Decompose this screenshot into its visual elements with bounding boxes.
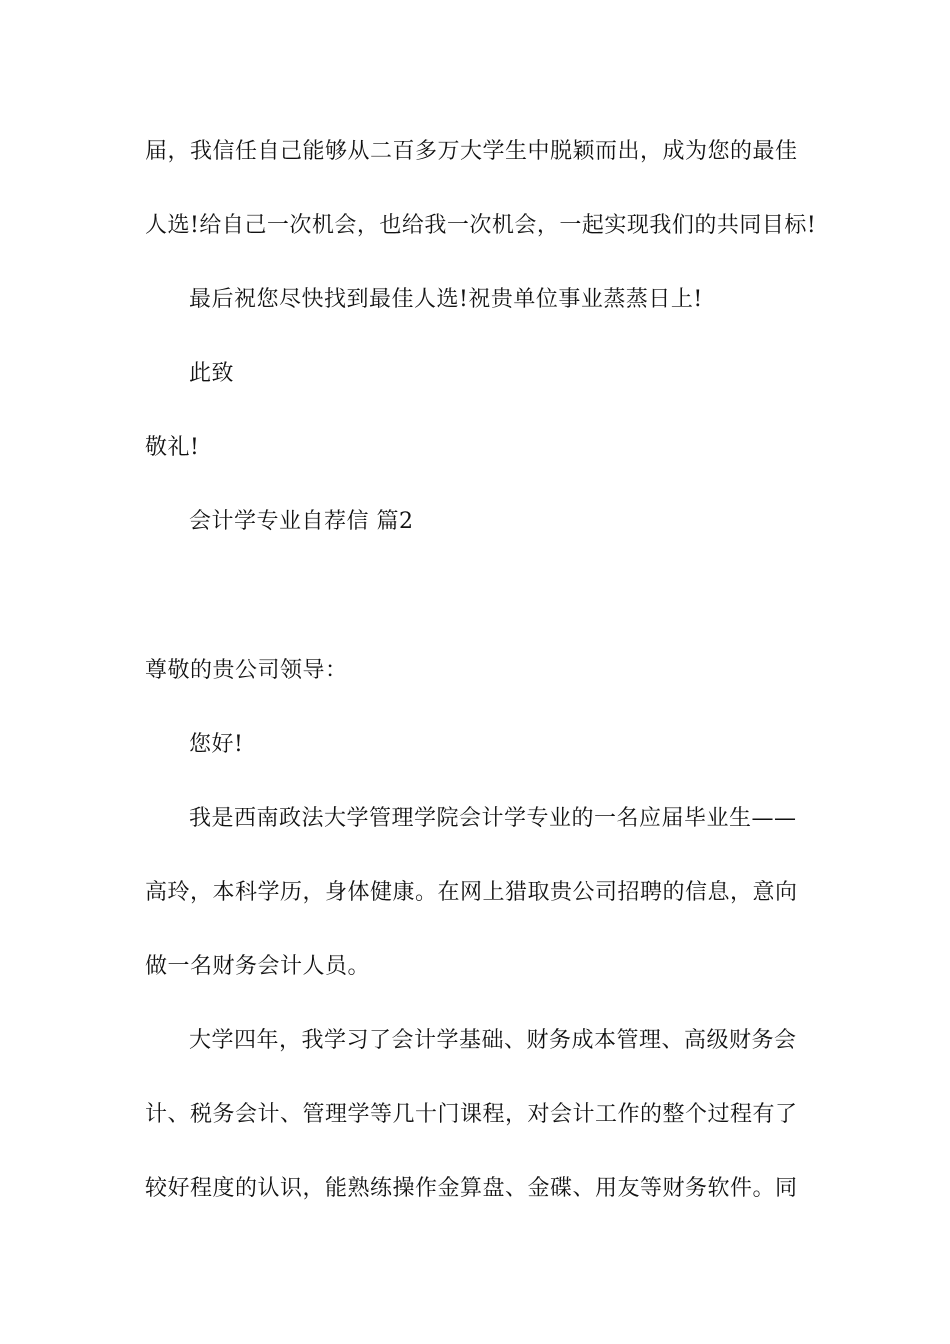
salutation-jingli: 敬礼! xyxy=(145,435,200,460)
greeting-recipient: 尊敬的贵公司领导： xyxy=(145,658,348,683)
paragraph-line: 大学四年，我学习了会计学基础、财务成本管理、高级财务会 xyxy=(189,1028,797,1053)
paragraph-line: 我是西南政法大学管理学院会计学专业的一名应届毕业生—— xyxy=(189,806,797,831)
section-title: 会计学专业自荐信 篇2 xyxy=(189,509,414,534)
closing-wish: 最后祝您尽快找到最佳人选!祝贵单位事业蒸蒸日上! xyxy=(189,287,703,312)
paragraph-line: 做一名财务会计人员。 xyxy=(145,954,371,979)
salutation-cizhi: 此致 xyxy=(189,361,235,386)
paragraph-line: 计、税务会计、管理学等几十门课程，对会计工作的整个过程有了 xyxy=(145,1102,798,1127)
paragraph-line: 较好程度的认识，能熟练操作金算盘、金碟、用友等财务软件。同 xyxy=(145,1176,798,1201)
paragraph-line: 高玲，本科学历，身体健康。在网上猎取贵公司招聘的信息，意向 xyxy=(145,880,798,905)
greeting-hello: 您好! xyxy=(189,732,244,757)
paragraph-line: 人选!给自己一次机会，也给我一次机会，一起实现我们的共同目标! xyxy=(145,213,817,238)
paragraph-line: 届，我信任自己能够从二百多万大学生中脱颖而出，成为您的最佳 xyxy=(145,139,798,164)
